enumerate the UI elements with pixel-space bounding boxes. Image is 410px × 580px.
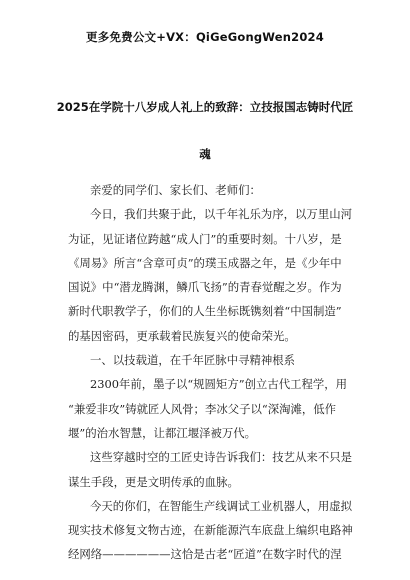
body-line: 这些穿越时空的工匠史诗告诉我们：技艺从来不只是 (90, 450, 352, 465)
body-line: 国说》中“潜龙腾渊，鳞爪飞扬”的青春觉醒之岁。作为 (68, 280, 342, 295)
document-body (68, 178, 353, 567)
promo-header: 更多免费公文+VX：QiGeGongWen2024 (86, 30, 324, 44)
body-line: 2300年前，墨子以“规圆矩方”创立古代工程学，用 (90, 377, 348, 392)
body-line: 谋生手段，更是文明传承的血脉。 (68, 474, 239, 489)
body-line: 堰”的治水智慧，让都江堰泽被万代。 (68, 425, 257, 440)
body-line: 现实技术修复文物古迹，在新能源汽车底盘上编织电路神 (68, 523, 353, 538)
body-line: “兼爱非攻”铸就匠人风骨；李冰父子以“深淘滩，低作 (68, 401, 337, 416)
body-line: 《周易》所言“含章可贞”的璞玉成器之年，是《少年中 (68, 255, 342, 270)
salutation: 亲爱的同学们、家长们、老师们： (90, 183, 261, 197)
body-line: 今天的你们，在智能生产线调试工业机器人，用虚拟 (90, 498, 352, 513)
section-heading: 一、以技载道，在千年匠脉中寻精神根系 (90, 353, 296, 368)
body-line: 经网络——————这恰是古老“匠道”在数字时代的涅 (68, 547, 342, 562)
document-title-line-2: 魂 (199, 147, 211, 161)
body-line: 的基因密码，更承载着民族复兴的使命荣光。 (68, 328, 296, 343)
body-line: 新时代职教学子，你们的人生坐标既镌刻着“中国制造” (68, 304, 342, 319)
body-line: 为证，见证诸位跨越“成人门”的重要时刻。十八岁，是 (68, 231, 342, 246)
body-line: 今日，我们共聚于此，以千年礼乐为序，以万里山河 (90, 207, 352, 222)
document-title-line-1: 2025在学院十八岁成人礼上的致辞：立技报国志铸时代匠 (56, 100, 354, 114)
